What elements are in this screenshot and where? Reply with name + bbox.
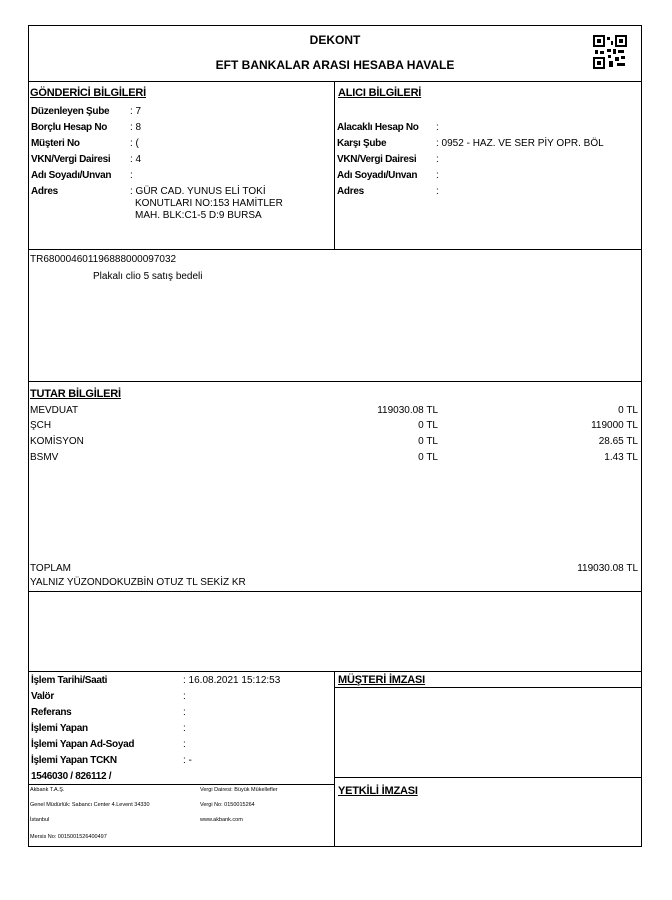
description-section — [28, 250, 642, 382]
receiver-account-label: Alacaklı Hesap No — [337, 122, 419, 133]
amount-row-col2: 119000 TL — [591, 420, 638, 431]
bank-hq: Genel Müdürlük: Sabancı Center 4.Levent 34330 — [30, 802, 150, 808]
value-date-value: : — [183, 691, 186, 702]
amount-row-komisyon — [30, 436, 640, 450]
transaction-date-value: : 16.08.2021 15:12:53 — [183, 675, 281, 686]
amount-row-col1: 0 TL — [418, 452, 438, 463]
value-date-label: Valör — [31, 691, 54, 702]
reference-label: Referans — [31, 707, 72, 718]
amount-row-col2: 28.65 TL — [598, 436, 638, 447]
amount-row-bsmv — [30, 452, 640, 466]
receiver-heading: ALICI BİLGİLERİ — [338, 87, 422, 99]
receiver-account-value: : — [436, 122, 439, 133]
customer-signature-label: MÜŞTERİ İMZASI — [338, 674, 426, 686]
receiver-tax-value: : — [436, 154, 439, 165]
amount-heading: TUTAR BİLGİLERİ — [30, 388, 121, 400]
footer-divider-left — [28, 784, 334, 785]
amount-total-label: TOPLAM — [30, 563, 71, 574]
receiver-address-label: Adres — [337, 186, 364, 197]
amount-row-name: MEVDUAT — [30, 405, 79, 416]
bank-tax-office: Vergi Dairesi: Büyük Mükellefler — [200, 787, 278, 793]
bottom-section — [28, 672, 642, 847]
qr-code-icon — [593, 35, 627, 69]
amount-row-col2: 1.43 TL — [604, 452, 638, 463]
footer-divider-right — [334, 777, 641, 778]
sender-name-label: Adı Soyadı/Unvan — [31, 170, 112, 181]
sender-account-value: : 8 — [130, 122, 142, 133]
reference-value: : — [183, 707, 186, 718]
operator-value: : — [183, 723, 186, 734]
document-header — [28, 25, 642, 82]
amount-row-col1: 0 TL — [418, 436, 438, 447]
amount-row-col2: 0 TL — [618, 405, 638, 416]
sender-tax-label: VKN/Vergi Dairesi — [31, 154, 111, 165]
bank-website: www.akbank.com — [200, 817, 243, 823]
document-title: DEKONT — [309, 33, 361, 47]
sender-account-label: Borçlu Hesap No — [31, 122, 108, 133]
operator-tckn-label: İşlemi Yapan TCKN — [31, 755, 117, 766]
operator-label: İşlemi Yapan — [31, 723, 88, 734]
transaction-date-label: İşlem Tarihi/Saati — [31, 675, 108, 686]
amount-row-name: KOMİSYON — [30, 436, 84, 447]
sender-address-line2: KONUTLARI NO:153 HAMİTLER — [135, 198, 283, 209]
sender-tax-value: : 4 — [130, 154, 142, 165]
sender-name-value: : — [130, 170, 133, 181]
amount-row-col1: 0 TL — [418, 420, 438, 431]
receiver-branch-label: Karşı Şube — [337, 138, 387, 149]
description-note: Plakalı clio 5 satış bedeli — [93, 271, 203, 282]
authorized-signature-label: YETKİLİ İMZASI — [338, 785, 418, 797]
sender-heading: GÖNDERİCİ BİLGİLERİ — [30, 87, 146, 99]
blank-section — [28, 592, 642, 672]
amount-row-mevduat — [30, 405, 640, 419]
bank-mersis: Mersis No: 0015001526400497 — [30, 834, 107, 840]
sender-customer-value: : ( — [130, 138, 139, 149]
receiver-address-value: : — [436, 186, 439, 197]
amount-row-col1: 119030.08 TL — [377, 405, 438, 416]
iban-text: TR680004601196888000097032 — [30, 254, 177, 265]
receiver-name-value: : — [436, 170, 439, 181]
sender-address-line3: MAH. BLK:C1-5 D:9 BURSA — [135, 210, 262, 221]
bank-name: Akbank T.A.Ş. — [30, 787, 65, 793]
amount-row-name: BSMV — [30, 452, 59, 463]
sender-customer-label: Müşteri No — [31, 138, 80, 149]
amount-in-words: YALNIZ YÜZONDOKUZBİN OTUZ TL SEKİZ KR — [30, 577, 246, 588]
bank-city: İstanbul — [30, 817, 50, 823]
document-subtitle: EFT BANKALAR ARASI HESABA HAVALE — [215, 58, 455, 72]
amount-total-value: 119030.08 TL — [577, 563, 638, 574]
receiver-branch-value: : 0952 - HAZ. VE SER PİY OPR. BÖL — [436, 138, 604, 149]
sender-branch-value: : 7 — [130, 106, 142, 117]
transaction-ref-code: 1546030 / 826112 / — [31, 771, 112, 782]
sender-branch-label: Düzenleyen Şube — [31, 106, 110, 117]
bank-tax-no: Vergi No: 0150015264 — [200, 802, 255, 808]
bottom-divider — [334, 672, 335, 846]
sender-address-label: Adres — [31, 186, 58, 197]
receiver-tax-label: VKN/Vergi Dairesi — [337, 154, 417, 165]
section-divider — [334, 82, 335, 249]
operator-tckn-value: : - — [183, 755, 192, 766]
operator-name-label: İşlemi Yapan Ad-Soyad — [31, 739, 135, 750]
amount-section — [28, 382, 642, 592]
receiver-name-label: Adı Soyadı/Unvan — [337, 170, 418, 181]
operator-name-value: : — [183, 739, 186, 750]
party-section — [28, 82, 642, 250]
amount-row-sch — [30, 420, 640, 434]
signature-divider — [334, 687, 641, 688]
sender-address-value: : GÜR CAD. YUNUS ELİ TOKİ — [130, 186, 266, 197]
amount-row-name: ŞCH — [30, 420, 52, 431]
